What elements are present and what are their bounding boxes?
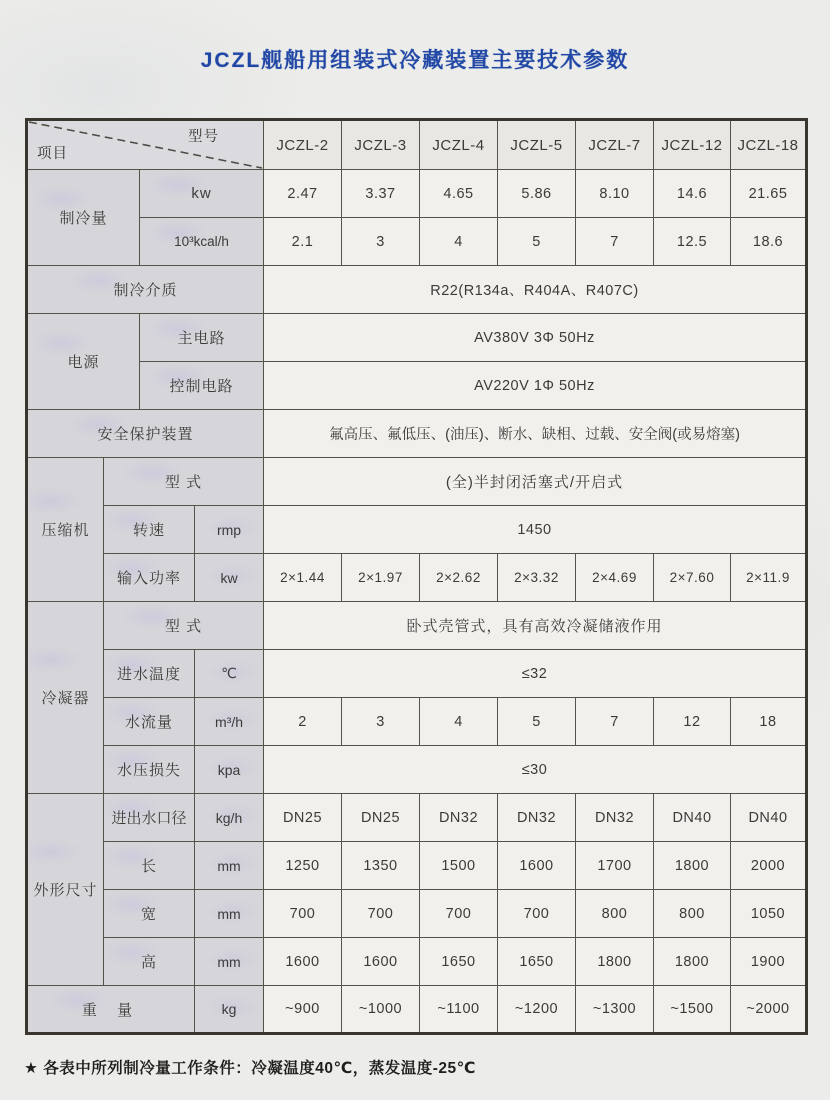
row-dimensions-port (27, 794, 807, 842)
value-cell: 700 (420, 890, 498, 938)
group-cooling: 制冷量 (27, 170, 140, 266)
value-condenser-pressure-loss: ≤30 (264, 746, 807, 794)
value-compressor-speed: 1450 (264, 506, 807, 554)
value-cell: 8.10 (576, 170, 654, 218)
unit-dimensions-length: mm (195, 842, 264, 890)
value-cell: 1800 (654, 938, 731, 986)
value-cell: 3 (342, 698, 420, 746)
row-refrigerant (27, 266, 807, 314)
value-cell: DN40 (731, 794, 807, 842)
unit-weight: kg (195, 986, 264, 1034)
value-cell: 1600 (342, 938, 420, 986)
value-cell: 1650 (420, 938, 498, 986)
row-condenser-pressure-loss (27, 746, 807, 794)
model-header-jczl12: JCZL-12 (654, 120, 731, 170)
label-compressor-type: 型 式 (104, 458, 264, 506)
group-condenser: 冷凝器 (27, 602, 104, 794)
value-condenser-inlet-temp: ≤32 (264, 650, 807, 698)
value-cell: 2000 (731, 842, 807, 890)
value-cell: 700 (342, 890, 420, 938)
value-cell: DN32 (498, 794, 576, 842)
corner-model-label: 型号 (188, 129, 219, 145)
value-cell: DN25 (264, 794, 342, 842)
model-header-jczl3: JCZL-3 (342, 120, 420, 170)
value-cell: ~900 (264, 986, 342, 1034)
row-condenser-water-flow (27, 698, 807, 746)
value-cell: 1600 (498, 842, 576, 890)
row-compressor-input (27, 554, 807, 602)
row-dimensions-height (27, 938, 807, 986)
label-dimensions-height: 高 (104, 938, 195, 986)
value-cell: 1050 (731, 890, 807, 938)
unit-dimensions-height: mm (195, 938, 264, 986)
label-cooling-kcal: 10³kcal/h (140, 218, 264, 266)
value-cell: 700 (264, 890, 342, 938)
value-cell: DN32 (420, 794, 498, 842)
value-cell: 2×7.60 (654, 554, 731, 602)
value-cell: 2 (264, 698, 342, 746)
label-dimensions-width: 宽 (104, 890, 195, 938)
value-cell: 2.1 (264, 218, 342, 266)
value-cell: 3.37 (342, 170, 420, 218)
model-header-jczl4: JCZL-4 (420, 120, 498, 170)
value-cell: 2×4.69 (576, 554, 654, 602)
label-weight: 重 量 (27, 986, 195, 1034)
corner-cell (27, 120, 264, 170)
value-cell: 12 (654, 698, 731, 746)
row-dimensions-length (27, 842, 807, 890)
value-cell: 4 (420, 698, 498, 746)
header-row (27, 120, 807, 170)
model-header-jczl7: JCZL-7 (576, 120, 654, 170)
value-cell: DN25 (342, 794, 420, 842)
value-cell: ~1200 (498, 986, 576, 1034)
value-cell: ~1500 (654, 986, 731, 1034)
footnote: ★ 各表中所列制冷量工作条件：冷凝温度40℃，蒸发温度-25℃ (24, 1060, 476, 1077)
corner-item-label: 项目 (37, 146, 68, 162)
value-refrigerant: R22(R134a、R404A、R407C) (264, 266, 807, 314)
value-cell: 12.5 (654, 218, 731, 266)
value-cell: 1800 (576, 938, 654, 986)
label-power-main: 主电路 (140, 314, 264, 362)
value-cell: 4.65 (420, 170, 498, 218)
value-cell: 3 (342, 218, 420, 266)
value-cell: 2×3.32 (498, 554, 576, 602)
value-cell: 2.47 (264, 170, 342, 218)
unit-condenser-pressure-loss: kpa (195, 746, 264, 794)
value-cell: 7 (576, 698, 654, 746)
row-power-control (27, 362, 807, 410)
row-compressor-speed (27, 506, 807, 554)
value-cell: 21.65 (731, 170, 807, 218)
value-cell: 1650 (498, 938, 576, 986)
value-cell: 1500 (420, 842, 498, 890)
label-power-control: 控制电路 (140, 362, 264, 410)
value-power-control: AV220V 1Φ 50Hz (264, 362, 807, 410)
row-safety (27, 410, 807, 458)
value-cell: 1250 (264, 842, 342, 890)
value-cell: 2×1.97 (342, 554, 420, 602)
unit-condenser-water-flow: m³/h (195, 698, 264, 746)
value-cell: 18.6 (731, 218, 807, 266)
value-cell: 18 (731, 698, 807, 746)
page-title: JCZL舰船用组装式冷藏装置主要技术参数 (200, 49, 630, 72)
model-header-jczl18: JCZL-18 (731, 120, 807, 170)
row-cooling-kw (27, 170, 807, 218)
unit-dimensions-port: kg/h (195, 794, 264, 842)
value-compressor-type: (全)半封闭活塞式/开启式 (264, 458, 807, 506)
label-dimensions-length: 长 (104, 842, 195, 890)
row-power-main (27, 314, 807, 362)
row-weight (27, 986, 807, 1034)
spec-table (25, 118, 808, 1035)
label-compressor-input: 输入功率 (104, 554, 195, 602)
label-condenser-pressure-loss: 水压损失 (104, 746, 195, 794)
value-cell: 7 (576, 218, 654, 266)
label-condenser-inlet-temp: 进水温度 (104, 650, 195, 698)
label-dimensions-port: 进出水口径 (104, 794, 195, 842)
value-condenser-type: 卧式壳管式，具有高效冷凝储液作用 (264, 602, 807, 650)
value-cell: 2×1.44 (264, 554, 342, 602)
row-compressor-type (27, 458, 807, 506)
label-condenser-type: 型 式 (104, 602, 264, 650)
value-cell: 4 (420, 218, 498, 266)
value-cell: 800 (654, 890, 731, 938)
value-cell: ~2000 (731, 986, 807, 1034)
unit-condenser-inlet-temp: ℃ (195, 650, 264, 698)
value-cell: 5.86 (498, 170, 576, 218)
row-cooling-kcal (27, 218, 807, 266)
model-header-jczl2: JCZL-2 (264, 120, 342, 170)
value-cell: 1600 (264, 938, 342, 986)
label-refrigerant: 制冷介质 (27, 266, 264, 314)
value-power-main: AV380V 3Φ 50Hz (264, 314, 807, 362)
value-cell: DN40 (654, 794, 731, 842)
value-cell: ~1100 (420, 986, 498, 1034)
value-cell: 5 (498, 218, 576, 266)
row-condenser-inlet-temp (27, 650, 807, 698)
label-compressor-speed: 转速 (104, 506, 195, 554)
value-cell: 800 (576, 890, 654, 938)
value-cell: 1900 (731, 938, 807, 986)
value-cell: ~1000 (342, 986, 420, 1034)
unit-compressor-speed: rmp (195, 506, 264, 554)
group-dimensions: 外形尺寸 (27, 794, 104, 986)
row-dimensions-width (27, 890, 807, 938)
model-header-jczl5: JCZL-5 (498, 120, 576, 170)
value-cell: 700 (498, 890, 576, 938)
value-cell: 5 (498, 698, 576, 746)
group-power: 电源 (27, 314, 140, 410)
value-cell: 1350 (342, 842, 420, 890)
unit-compressor-input: kw (195, 554, 264, 602)
value-cell: ~1300 (576, 986, 654, 1034)
value-cell: 1800 (654, 842, 731, 890)
label-safety: 安全保护装置 (27, 410, 264, 458)
label-condenser-water-flow: 水流量 (104, 698, 195, 746)
group-compressor: 压缩机 (27, 458, 104, 602)
value-safety: 氟高压、氟低压、(油压)、断水、缺相、过载、安全阀(或易熔塞) (264, 410, 807, 458)
value-cell: 1700 (576, 842, 654, 890)
row-condenser-type (27, 602, 807, 650)
value-cell: 14.6 (654, 170, 731, 218)
value-cell: 2×2.62 (420, 554, 498, 602)
value-cell: 2×11.9 (731, 554, 807, 602)
value-cell: DN32 (576, 794, 654, 842)
label-cooling-kw: kw (140, 170, 264, 218)
unit-dimensions-width: mm (195, 890, 264, 938)
